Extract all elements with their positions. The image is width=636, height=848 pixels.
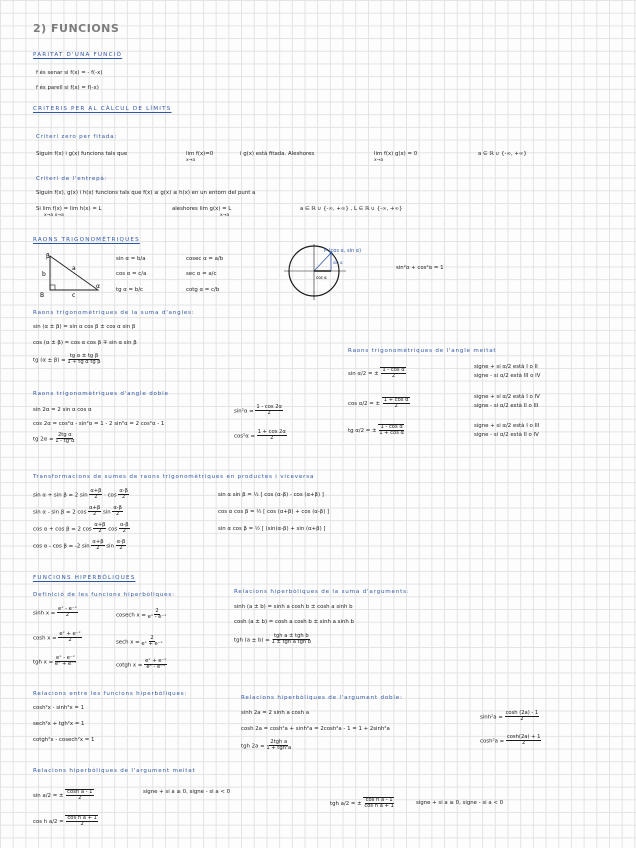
- hyper-half-sinh: sin a/2 = ± $\frac{\text{cosh a - 1}}{2}$: [33, 789, 93, 802]
- ratio-tg: tg α = b/c: [116, 287, 143, 293]
- ratio-cotg: cotg α = c/b: [186, 287, 220, 293]
- hyper-sum-cosh: cosh (a ± b) = cosh a cosh b ± sinh a sinh b: [234, 619, 354, 625]
- section-header-limits: CRITERIS PER AL CÀLCUL DE LÍMITS: [33, 106, 172, 112]
- half-cos-sign2: signe - si α/2 està II o III: [474, 403, 539, 409]
- hyper-sum-tgh: tgh (a ± b) = $\frac{\text{tgh a ± tgh b}}{\text{1 ± tgh a tgh b}}$: [234, 633, 312, 646]
- hyper-def-title: Definició de les funcions hiperbòliques:: [33, 592, 175, 598]
- parity-even-rule: f és parell si f(x) = f(-x): [36, 85, 99, 91]
- ratio-cosec: cosec α = a/b: [186, 256, 224, 262]
- bounded-title: Criteri zero per fitada:: [36, 134, 118, 140]
- bounded-lim-sub: x→a: [186, 158, 196, 163]
- hyper-half-tgh: tgh a/2 = ± $\frac{\text{cos h a - 1}}{\text{cos h a + 1}}$: [330, 797, 394, 810]
- section-header-hyperbolic: FUNCIONS HIPERBÒLIQUES: [33, 575, 136, 581]
- bounded-domain: a ∈ ℝ ∪ {-∞, +∞}: [478, 151, 527, 157]
- double-cos: cos 2α = cos²α - sin²α = 1 - 2 sin²α = 2 cos²α - 1: [33, 421, 165, 427]
- transf-row-2: cos α + cos β = 2 cos $\frac{\alpha+\beta}{2}$ cos $\frac{\alpha-\beta}{2}$: [33, 522, 129, 535]
- prod-row-1: cos α cos β = ½ [ cos (α+β) + cos (α-β) ]: [218, 509, 330, 515]
- triangle-label-alpha: α: [96, 283, 100, 290]
- section-header-parity: PARITAT D'UNA FUNCIÓ: [33, 52, 123, 58]
- hyper-double-title: Relacions hiperbòliques de l'argument doble:: [241, 695, 403, 701]
- unit-circle-diagram: [280, 244, 390, 300]
- circle-cos-label: cos α: [316, 275, 327, 280]
- hyper-square-cosh: cosh²a = $\frac{\cosh(2a) + 1}{2}$: [480, 734, 541, 747]
- def-tgh: tgh x = $\frac{\text{eˣ - e⁻ˣ}}{\text{eˣ + e⁻ˣ}}$: [33, 655, 77, 668]
- pythagorean-identity: sin²α + cos²α = 1: [396, 265, 444, 271]
- half-sin-sign2: signe - si α/2 està III o IV: [474, 373, 541, 379]
- triangle-label-c: c: [72, 292, 76, 298]
- double-sin: sin 2α = 2 sin α cos α: [33, 407, 92, 413]
- hyper-half-cosh: cos h a/2 = $\frac{\text{cos h a + 1}}{2}$: [33, 815, 97, 828]
- sum-cos: cos (α ± β) = cos α cos β ∓ sin α sin β: [33, 340, 137, 346]
- transf-row-0: sin α + sin β = 2 sin $\frac{\alpha+\beta}{2}$ · cos $\frac{\alpha-\beta}{2}$: [33, 488, 128, 501]
- def-cotgh: cotgh x = $\frac{\text{eˣ + e⁻ˣ}}{\text{eˣ - e⁻ˣ}}$: [116, 658, 167, 671]
- prod-row-0: sin α sin β = ½ [ cos (α-β) - cos (α+β) ]: [218, 492, 324, 498]
- hyper-sum-title: Relacions hiperbòliques de la suma d'arguments:: [234, 589, 410, 595]
- squeeze-title: Criteri de l'entrepà:: [36, 176, 108, 182]
- section-header-trig: RAONS TRIGONOMÈTRIQUES: [33, 237, 140, 243]
- parity-odd-rule: f és senar si f(x) = - f(-x): [36, 70, 103, 76]
- page-title: 2) FUNCIONS: [33, 22, 120, 35]
- half-sin: sin α/2 = ± $\frac{\text{1 - cos α}}{2}$: [348, 367, 405, 380]
- triangle-label-B: B: [40, 292, 45, 298]
- ratio-sin: sin α = b/a: [116, 256, 146, 262]
- right-triangle-diagram: [36, 250, 108, 298]
- hyper-relations-title: Relacions entre les funcions hiperbòliques:: [33, 691, 188, 697]
- def-sinh: sinh x = $\frac{\text{eˣ - e⁻ˣ}}{2}$: [33, 606, 77, 619]
- triangle-label-a: a: [72, 265, 76, 272]
- ratio-sec: sec α = a/c: [186, 271, 217, 277]
- bounded-text2: i g(x) està fitada. Aleshores: [240, 151, 315, 157]
- bounded-lim: lim f(x)=0: [186, 151, 214, 157]
- transformations-title: Transformacions de sumes de raons trigonomètriques en productes i viceversa: [33, 474, 315, 480]
- half-tg-sign1: signe + si α/2 està I o III: [474, 423, 540, 429]
- hyper-half-sinh-note: signe + si a ≥ 0, signe - si a < 0: [143, 789, 231, 795]
- sum-sin: sin (α ± β) = sin α cos β ± cos α sin β: [33, 324, 136, 330]
- triangle-label-beta: β: [46, 253, 50, 260]
- squeeze-line2b: aleshores lim g(x) = L: [172, 206, 232, 212]
- hyper-half-title: Relacions hiperbòliques de l'argument meitat: [33, 768, 196, 774]
- bounded-text: Siguin f(x) i g(x) funcions tals que: [36, 151, 128, 157]
- hyper-rel-2: sech²x + tgh²x = 1: [33, 721, 85, 727]
- hyper-sum-sinh: sinh (a ± b) = sinh a cosh b ± cosh a sinh b: [234, 604, 353, 610]
- hyper-rel-1: cosh²x - sinh²x = 1: [33, 705, 85, 711]
- squeeze-domain: a ∈ ℝ ∪ {-∞, +∞} , L ∈ ℝ ∪ {-∞, +∞}: [300, 206, 403, 212]
- hyper-double-cosh: cosh 2a = cosh²a + sinh²a = 2cosh²a - 1 = 1 + 2sinh²a: [241, 726, 390, 732]
- hyper-rel-3: cotgh²x - cosech²x = 1: [33, 737, 95, 743]
- half-angle-title: Raons trigonomètriques de l'angle meitat: [348, 348, 497, 354]
- bounded-lim2-sub: x→a: [374, 158, 384, 163]
- half-cos: cos α/2 = ± $\frac{\text{1 + cos α}}{2}$: [348, 397, 409, 410]
- double-angle-title: Raons trigonomètriques d'angle doble: [33, 391, 169, 397]
- squeeze-line2a-sub: x→a x→a: [44, 213, 64, 218]
- squeeze-line2b-sub: x→a: [220, 213, 230, 218]
- half-tg-sign2: signe - si α/2 està II o IV: [474, 432, 539, 438]
- def-cosech: cosech x = $\frac{2}{\text{eˣ - e⁻ˣ}}$: [116, 608, 167, 621]
- double-tg: tg 2α = $\frac{\text{2tg α}}{\text{1 - tg²α}}$: [33, 432, 75, 445]
- transf-row-3: cos α - cos β = -2 sin $\frac{\alpha+\beta}{2}$ sin $\frac{\alpha-\beta}{2}$: [33, 539, 126, 552]
- triangle-label-b: b: [42, 271, 46, 278]
- circle-point-label: P (cos α, sin α): [324, 248, 362, 254]
- hyper-double-tgh: tgh 2a = $\frac{\text{2tgh a}}{\text{1 + tgh²a}}$: [241, 739, 292, 752]
- square-cos: cos²α = $\frac{1 + \cos 2\alpha}{2}$: [234, 429, 286, 442]
- transf-row-1: sin α - sin β = 2 cos $\frac{\alpha+\beta}{2}$ sin $\frac{\alpha-\beta}{2}$: [33, 505, 122, 518]
- prod-row-2: sin α cos β = ½ [ (sin(α-β) + sin (α+β) ]: [218, 526, 326, 532]
- square-sin: sin²α = $\frac{1 - \cos 2\alpha}{2}$: [234, 404, 282, 417]
- sum-angles-title: Raons trigonomètriques de la suma d'angles:: [33, 310, 195, 316]
- squeeze-line2a: Si lim f(x) = lim h(x) = L: [36, 206, 102, 212]
- bounded-lim2: lim f(x) g(x) = 0: [374, 151, 418, 157]
- hyper-double-sinh: sinh 2a = 2 sinh a cosh a: [241, 710, 310, 716]
- squeeze-line1: Siguin f(x), g(x) i h(x) funcions tals que f(x) ≤ g(x) ≤ h(x) en un entorn del punt a: [36, 190, 256, 196]
- ratio-cos: cos α = c/a: [116, 271, 147, 277]
- half-tg: tg α/2 = ± $\frac{\text{1 - cos α}}{\text{1 + cos α}}$: [348, 424, 404, 437]
- sum-tg: tg (α ± β) = $\frac{\text{tg α ± tg β}}{\text{1 ∓ tg α tg β}}$: [33, 353, 101, 366]
- half-cos-sign1: signe + si α/2 està I o IV: [474, 394, 540, 400]
- circle-sin-label: sin α: [333, 260, 343, 265]
- half-sin-sign1: signe + si α/2 està I o II: [474, 364, 538, 370]
- def-cosh: cosh x = $\frac{\text{eˣ + e⁻ˣ}}{2}$: [33, 631, 81, 644]
- hyper-square-sinh: sinh²a = $\frac{\cosh (2a) - 1}{2}$: [480, 710, 539, 723]
- hyper-half-tgh-note: signe + si a ≥ 0, signe - si a < 0: [416, 800, 504, 806]
- def-sech: sech x = $\frac{2}{\text{eˣ + e⁻ˣ}}$: [116, 635, 163, 648]
